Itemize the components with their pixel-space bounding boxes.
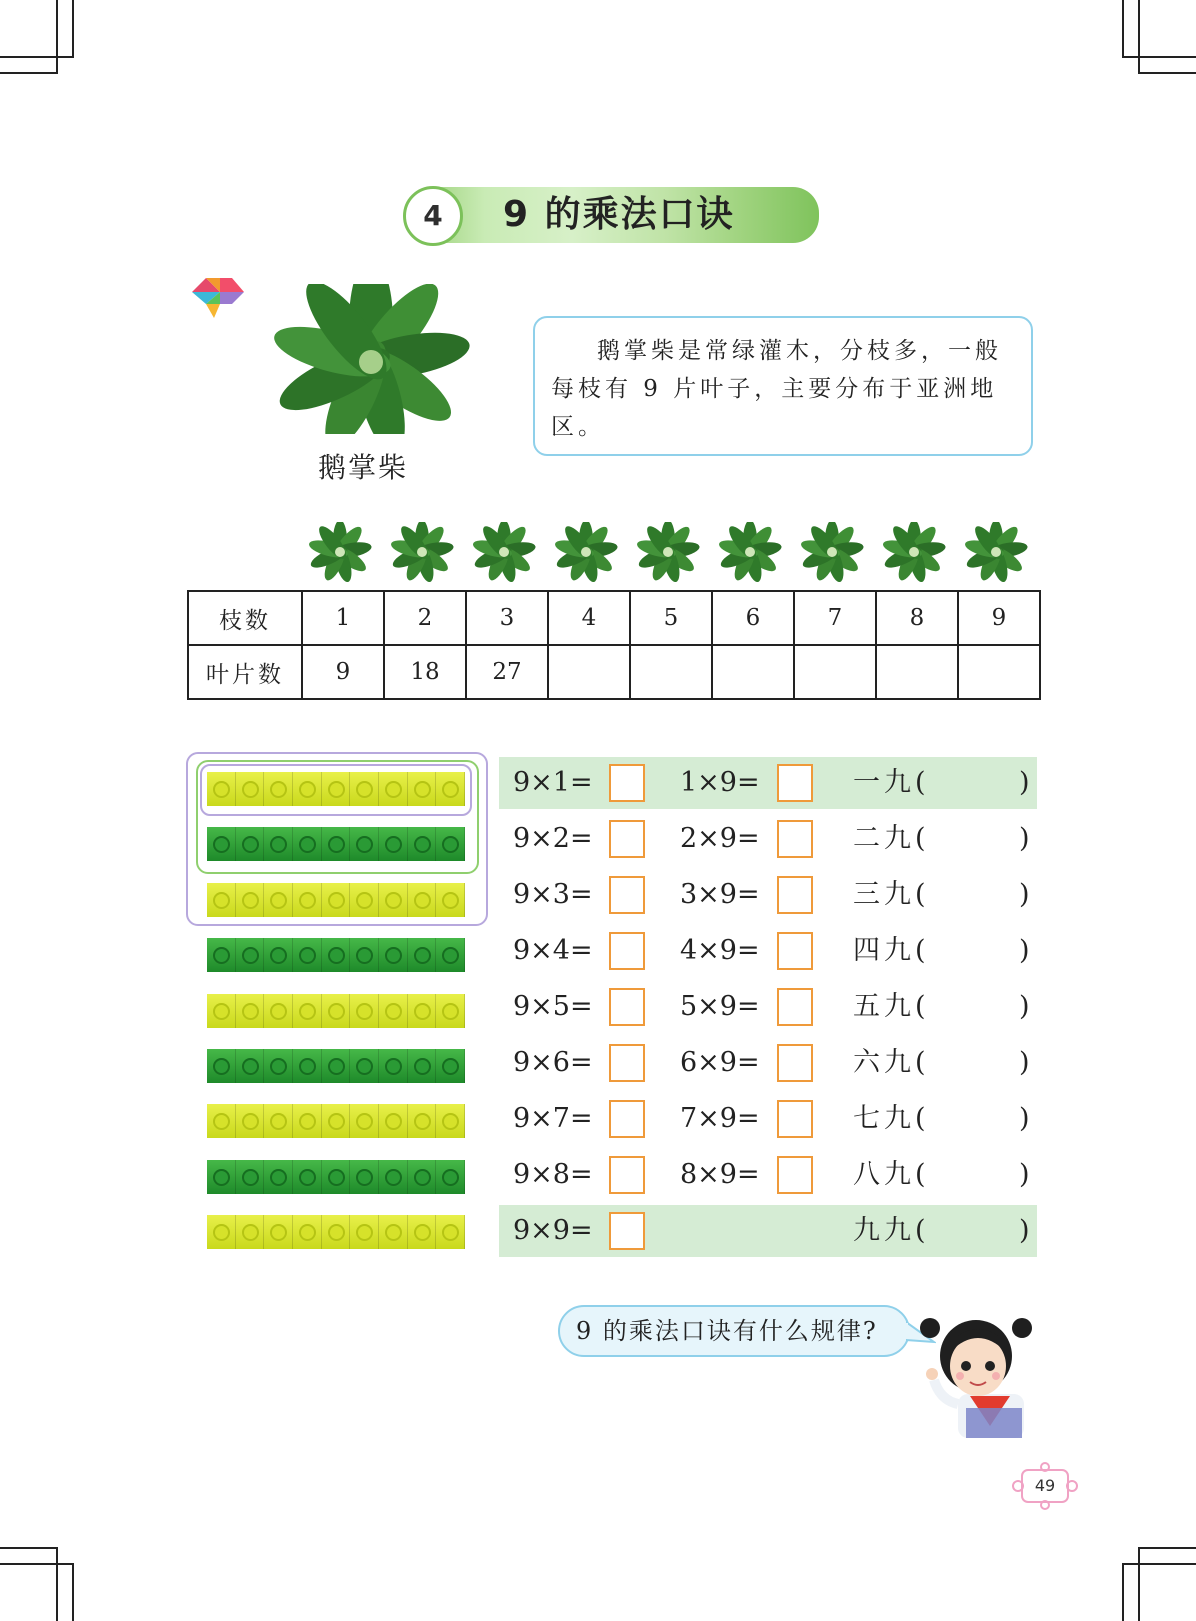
- answer-box[interactable]: [609, 1156, 645, 1194]
- rhyme-label: 四九(: [853, 935, 930, 966]
- multiplication-row: [499, 869, 1037, 921]
- equation: 8×9=: [680, 1159, 760, 1190]
- section-number: 4: [423, 199, 443, 232]
- section-number-badge: [403, 186, 463, 246]
- rhyme-label: 五九(: [853, 991, 930, 1022]
- table-cell: 6: [712, 591, 794, 645]
- table-cell: 9: [302, 645, 384, 699]
- girl-character-illustration: [918, 1308, 1036, 1438]
- crop-mark: [1122, 1563, 1196, 1565]
- answer-box[interactable]: [777, 988, 813, 1026]
- rhyme-answer-blank[interactable]: ): [1019, 1159, 1030, 1190]
- multiplication-row: [499, 1205, 1037, 1257]
- cube-row: [207, 994, 465, 1028]
- table-cell: 18: [384, 645, 466, 699]
- page-title: 9 的乘法口诀: [503, 194, 735, 235]
- speech-bubble: 9 的乘法口诀有什么规律?: [558, 1305, 910, 1357]
- equation: 2×9=: [680, 823, 760, 854]
- cube-row: [207, 1215, 465, 1249]
- rhyme-answer-blank[interactable]: ): [1019, 767, 1030, 798]
- info-box: [533, 316, 1033, 456]
- section-title: [403, 186, 819, 244]
- table-cell: 8: [876, 591, 958, 645]
- crop-mark: [72, 1563, 74, 1621]
- answer-box[interactable]: [609, 988, 645, 1026]
- crop-mark: [1122, 56, 1196, 58]
- table-row: [188, 591, 1040, 645]
- rhyme-label: 六九(: [853, 1047, 930, 1078]
- crop-mark: [1138, 1547, 1140, 1621]
- multiplication-row: [499, 757, 1037, 809]
- answer-cell[interactable]: [630, 645, 712, 699]
- answer-cell[interactable]: [794, 645, 876, 699]
- rhyme-answer-blank[interactable]: ): [1019, 1103, 1030, 1134]
- equation: 7×9=: [680, 1103, 760, 1134]
- table-header: 枝数: [188, 591, 302, 645]
- multiplication-row: [499, 1037, 1037, 1089]
- rhyme-answer-blank[interactable]: ): [1019, 1047, 1030, 1078]
- answer-box[interactable]: [609, 1100, 645, 1138]
- rhyme-answer-blank[interactable]: ): [1019, 879, 1030, 910]
- answer-box[interactable]: [609, 764, 645, 802]
- multiplication-row: [499, 925, 1037, 977]
- crop-mark: [56, 0, 58, 74]
- page-number: 49: [1034, 1476, 1056, 1495]
- rhyme-answer-blank[interactable]: ): [1019, 935, 1030, 966]
- crop-mark: [1138, 72, 1196, 74]
- cube-row: [207, 827, 465, 861]
- answer-cell[interactable]: [958, 645, 1040, 699]
- rhyme-label: 七九(: [853, 1103, 930, 1134]
- crop-mark: [1138, 1547, 1196, 1549]
- table-cell: 7: [794, 591, 876, 645]
- answer-box[interactable]: [777, 1156, 813, 1194]
- table-cell: 27: [466, 645, 548, 699]
- multiplication-row: [499, 813, 1037, 865]
- answer-cell[interactable]: [712, 645, 794, 699]
- rhyme-label: 一九(: [853, 767, 930, 798]
- answer-box[interactable]: [777, 932, 813, 970]
- answer-cell[interactable]: [548, 645, 630, 699]
- cube-row: [207, 1049, 465, 1083]
- crop-mark: [0, 1547, 58, 1549]
- cube-row: [207, 1160, 465, 1194]
- answer-box[interactable]: [777, 764, 813, 802]
- table-cell: 9: [958, 591, 1040, 645]
- equation: 9×1=: [513, 767, 593, 798]
- multiplication-row: [499, 981, 1037, 1033]
- rhyme-answer-blank[interactable]: ): [1019, 823, 1030, 854]
- multiplication-row: [499, 1093, 1037, 1145]
- answer-cell[interactable]: [876, 645, 958, 699]
- equation: 3×9=: [680, 879, 760, 910]
- table-cell: 4: [548, 591, 630, 645]
- answer-box[interactable]: [777, 820, 813, 858]
- answer-box[interactable]: [777, 1100, 813, 1138]
- tangram-icon: [192, 274, 244, 318]
- crop-mark: [0, 56, 74, 58]
- rhyme-label: 九九(: [853, 1215, 930, 1246]
- crop-mark: [1122, 1563, 1124, 1621]
- equation: 9×3=: [513, 879, 593, 910]
- crop-mark: [0, 1563, 74, 1565]
- crop-mark: [1122, 0, 1124, 58]
- answer-box[interactable]: [609, 932, 645, 970]
- cube-row: [207, 1104, 465, 1138]
- rhyme-label: 三九(: [853, 879, 930, 910]
- plant-name: 鹅掌柴: [318, 451, 409, 484]
- crop-mark: [1138, 0, 1140, 74]
- equation: 9×5=: [513, 991, 593, 1022]
- table-cell: 5: [630, 591, 712, 645]
- equation: 5×9=: [680, 991, 760, 1022]
- leaf-count-table: [187, 590, 1041, 700]
- cube-row: [207, 772, 465, 806]
- crop-mark: [56, 1547, 58, 1621]
- equation: 9×7=: [513, 1103, 593, 1134]
- answer-box[interactable]: [609, 876, 645, 914]
- rhyme-answer-blank[interactable]: ): [1019, 1215, 1030, 1246]
- table-header: 叶片数: [188, 645, 302, 699]
- answer-box[interactable]: [777, 876, 813, 914]
- cube-row: [207, 938, 465, 972]
- answer-box[interactable]: [777, 1044, 813, 1082]
- plant-description: 鹅掌柴是常绿灌木，分枝多，一般每枝有 9 片叶子，主要分布于亚洲地区。: [551, 338, 1002, 440]
- table-row: [188, 645, 1040, 699]
- equation: 1×9=: [680, 767, 760, 798]
- plant-row-illustration: [302, 522, 1042, 582]
- crop-mark: [72, 0, 74, 58]
- table-cell: 3: [466, 591, 548, 645]
- crop-mark: [0, 72, 58, 74]
- answer-box[interactable]: [609, 820, 645, 858]
- rhyme-label: 二九(: [853, 823, 930, 854]
- equation: 6×9=: [680, 1047, 760, 1078]
- answer-box[interactable]: [609, 1044, 645, 1082]
- table-cell: 1: [302, 591, 384, 645]
- equation: 9×6=: [513, 1047, 593, 1078]
- multiplication-row: [499, 1149, 1037, 1201]
- equation: 9×2=: [513, 823, 593, 854]
- equation: 9×9=: [513, 1215, 593, 1246]
- answer-box[interactable]: [609, 1212, 645, 1250]
- equation: 9×8=: [513, 1159, 593, 1190]
- rhyme-label: 八九(: [853, 1159, 930, 1190]
- rhyme-answer-blank[interactable]: ): [1019, 991, 1030, 1022]
- equation: 4×9=: [680, 935, 760, 966]
- table-cell: 2: [384, 591, 466, 645]
- cube-row: [207, 883, 465, 917]
- plant-illustration: [268, 284, 474, 434]
- equation: 9×4=: [513, 935, 593, 966]
